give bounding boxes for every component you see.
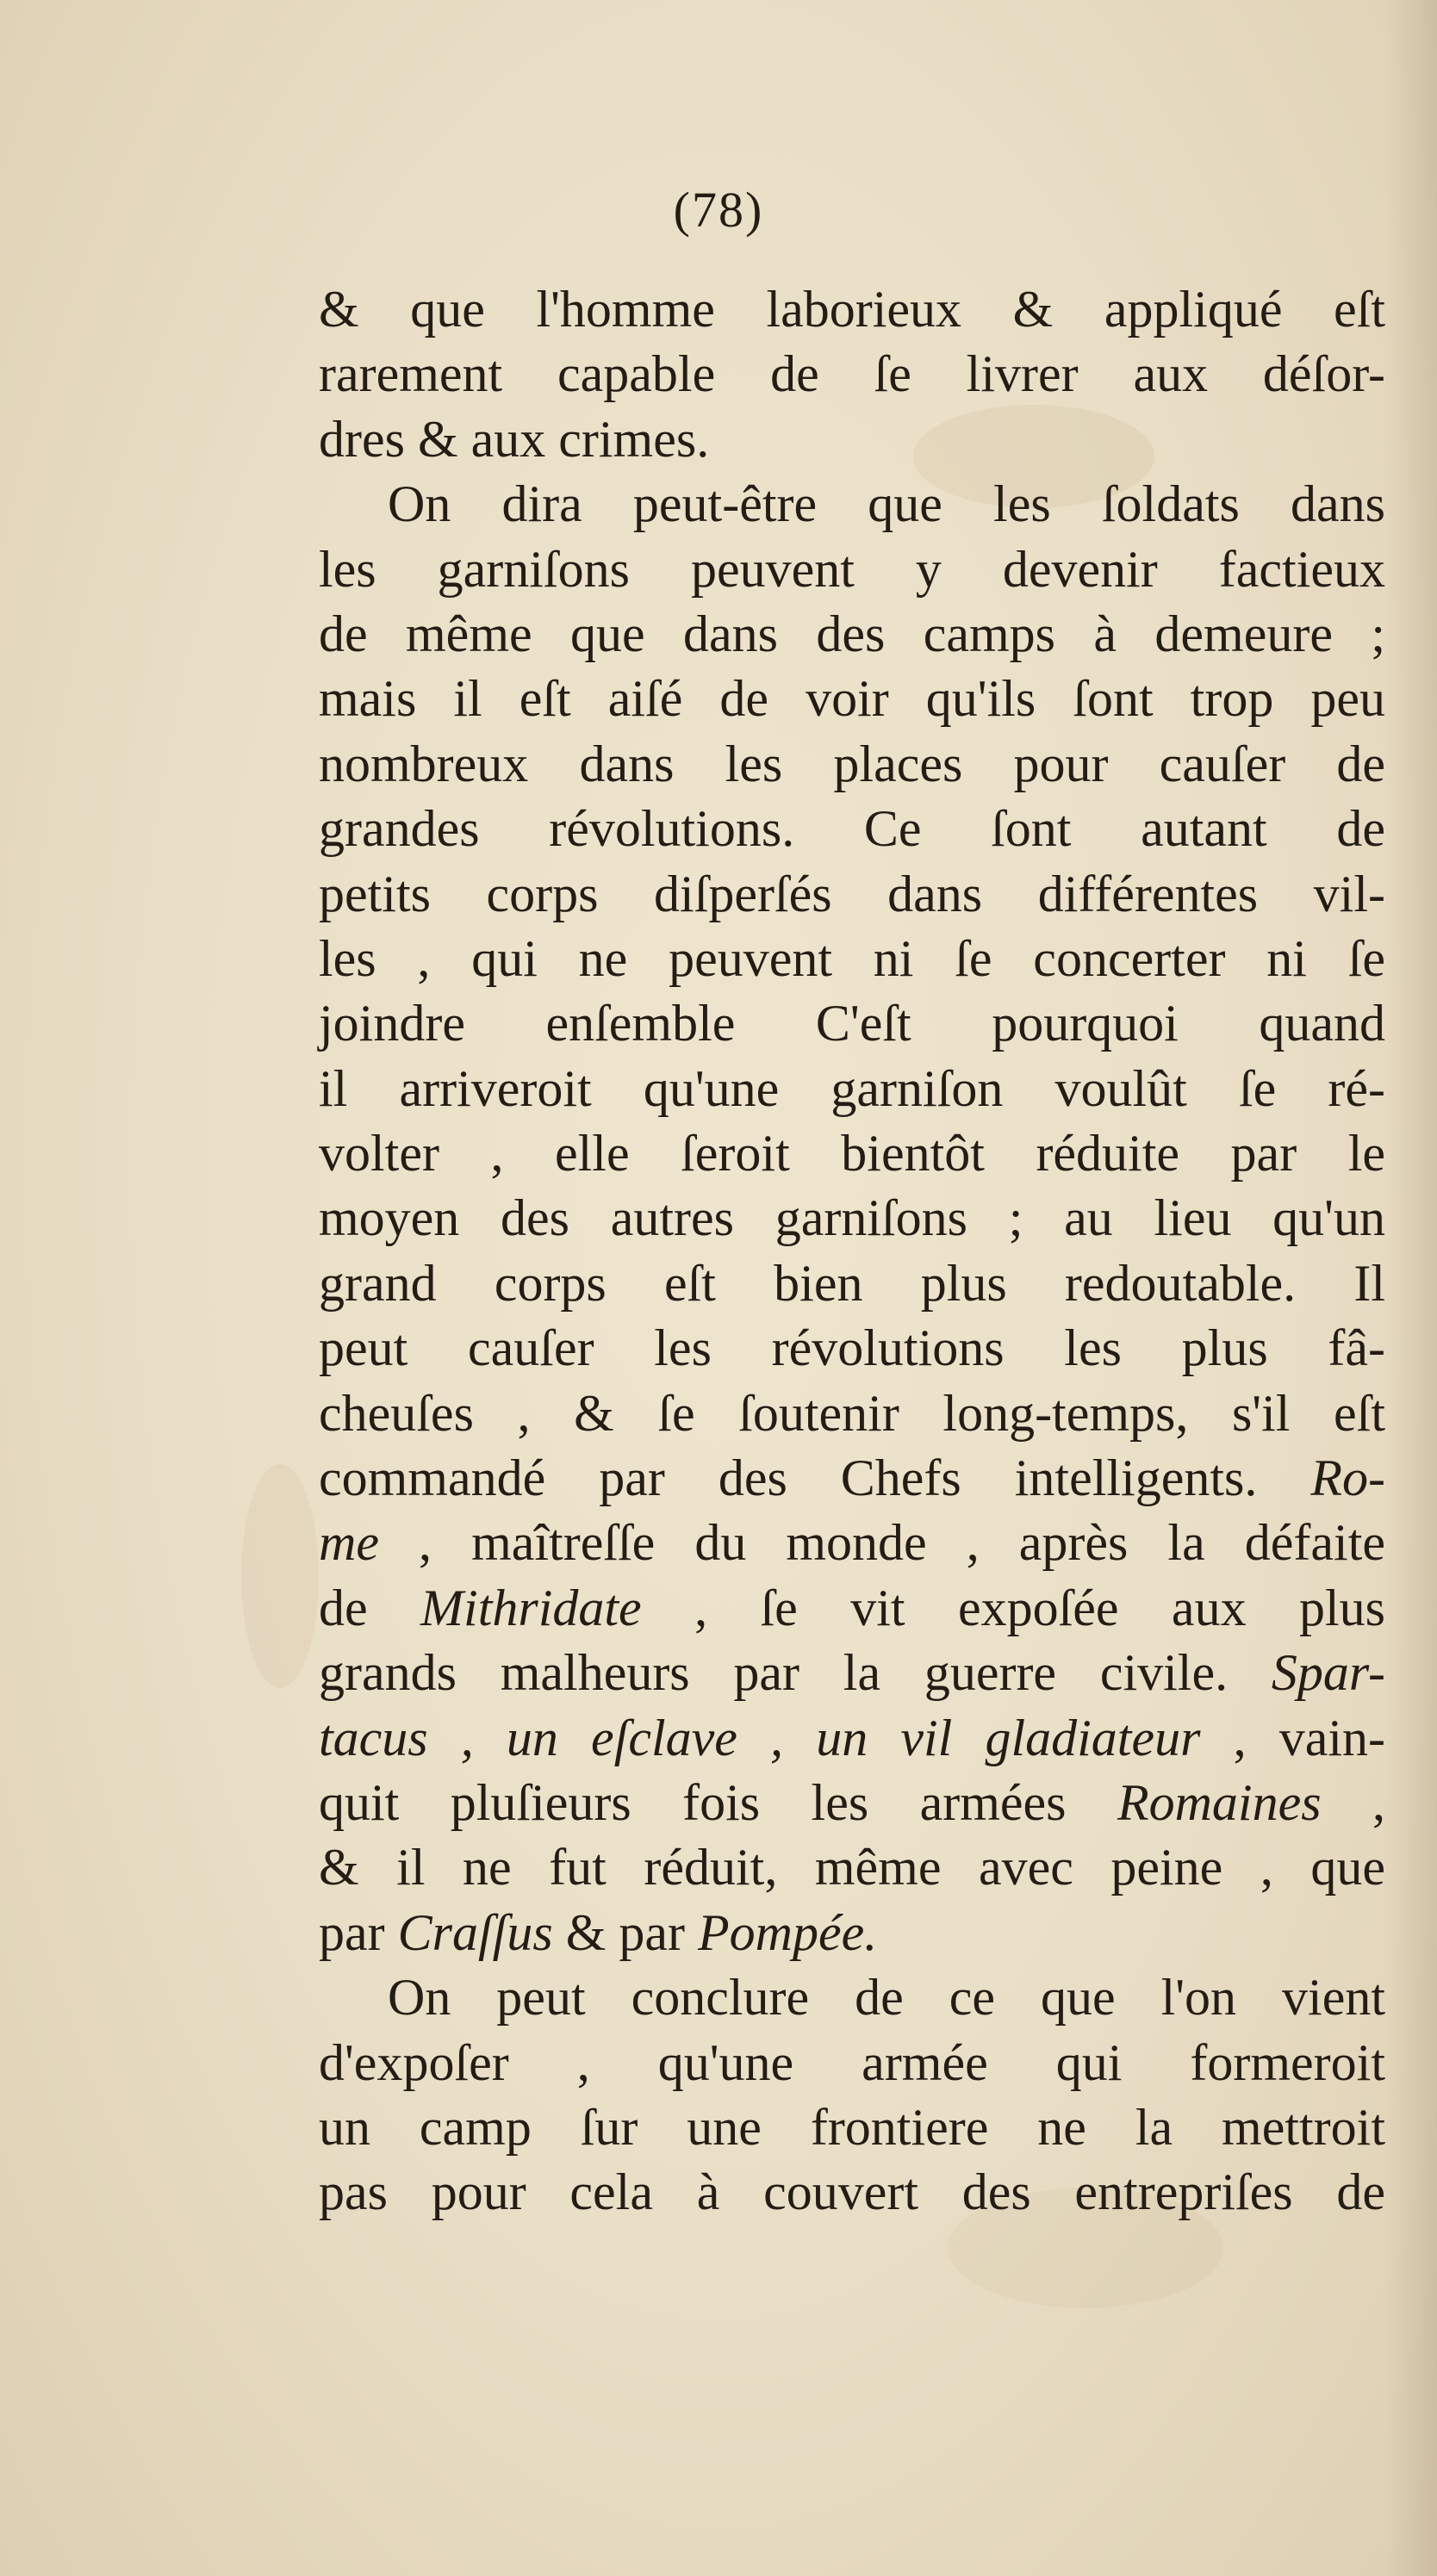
text-line xyxy=(319,1576,1385,1641)
italic-text: Romaines xyxy=(1117,1773,1322,1831)
text-segment: cheuſes , & ſe ſoutenir long-temps, s'il eſt xyxy=(319,1384,1385,1442)
text-line xyxy=(319,1771,1385,1835)
text-line xyxy=(319,2160,1385,2225)
text-line xyxy=(319,1251,1385,1316)
text-segment: mais il eſt aiſé de voir qu'ils ſont trop peu xyxy=(319,670,1385,728)
text-line xyxy=(319,1186,1385,1251)
text-line xyxy=(319,1706,1385,1771)
text-line xyxy=(319,1057,1385,1121)
text-segment: dres & aux crimes. xyxy=(319,410,710,468)
text-line xyxy=(319,927,1385,991)
italic-text: Craſſus xyxy=(397,1903,553,1961)
text-segment: de xyxy=(319,1579,421,1636)
text-line xyxy=(319,472,1385,537)
italic-text: Pompée. xyxy=(697,1903,878,1961)
text-segment: , xyxy=(1321,1773,1385,1831)
text-line xyxy=(319,602,1385,667)
text-segment: peut cauſer les révolutions les plus fâ- xyxy=(319,1319,1385,1377)
text-segment: , vain- xyxy=(1200,1709,1385,1766)
text-segment: nombreux dans les places pour cauſer de xyxy=(319,735,1385,792)
body-text xyxy=(319,277,1385,2225)
text-line xyxy=(319,1835,1385,1900)
text-segment: un camp ſur une frontiere ne la mettroit xyxy=(319,2098,1385,2156)
italic-text: me xyxy=(319,1514,379,1572)
text-line xyxy=(319,1901,1385,1965)
text-segment: volter , elle ſeroit bientôt réduite par le xyxy=(319,1125,1385,1182)
italic-text: Ro- xyxy=(1310,1449,1385,1507)
text-line xyxy=(319,1381,1385,1446)
paper-stain xyxy=(241,1464,319,1688)
text-segment: , ſe vit expoſée aux plus xyxy=(641,1579,1385,1636)
text-segment: d'expoſer , qu'une armée qui formeroit xyxy=(319,2033,1385,2091)
text-line xyxy=(319,342,1385,407)
italic-text: Spar- xyxy=(1271,1644,1385,1702)
text-segment: moyen des autres garniſons ; au lieu qu'un xyxy=(319,1189,1385,1247)
text-segment: joindre enſemble C'eſt pourquoi quand xyxy=(319,995,1385,1052)
text-line xyxy=(319,991,1385,1056)
text-segment: il arriveroit qu'une garniſon voulût ſe ré- xyxy=(319,1059,1385,1117)
text-line xyxy=(319,277,1385,342)
text-line xyxy=(319,407,1385,472)
text-segment: grand corps eſt bien plus redoutable. Il xyxy=(319,1254,1385,1312)
text-segment: quit pluſieurs fois les armées xyxy=(319,1773,1117,1831)
text-segment: pas pour cela à couvert des entrepriſes de xyxy=(319,2163,1385,2221)
text-segment: , maîtreſſe du monde , après la défaite xyxy=(378,1514,1385,1572)
text-segment: les , qui ne peuvent ni ſe concerter ni ſe xyxy=(319,929,1385,987)
text-segment: grands malheurs par la guerre civile. xyxy=(319,1644,1272,1702)
text-segment: petits corps diſperſés dans différentes vil- xyxy=(319,865,1385,922)
text-line xyxy=(319,1511,1385,1575)
italic-text: Mithridate xyxy=(420,1579,642,1636)
text-segment: & que l'homme laborieux & appliqué eſt xyxy=(319,281,1385,338)
text-segment: & par xyxy=(552,1903,698,1961)
text-line xyxy=(319,797,1385,861)
text-segment: commandé par des Chefs intelligents. xyxy=(319,1449,1311,1507)
text-line xyxy=(319,1965,1385,2030)
text-segment: On peut conclure de ce que l'on vient xyxy=(388,1969,1385,2027)
page-edge-shadow xyxy=(1385,0,1437,2576)
text-line xyxy=(319,732,1385,797)
text-line xyxy=(319,667,1385,731)
text-segment: par xyxy=(319,1903,398,1961)
text-segment: grandes révolutions. Ce ſont autant de xyxy=(319,800,1385,858)
page-number: (78) xyxy=(673,182,764,238)
text-segment: les garniſons peuvent y devenir factieux xyxy=(319,540,1385,598)
text-line xyxy=(319,1446,1385,1511)
text-line xyxy=(319,1121,1385,1186)
italic-text: tacus , un eſclave , un vil gladiateur xyxy=(319,1709,1201,1766)
text-line xyxy=(319,2031,1385,2095)
text-line xyxy=(319,1641,1385,1705)
text-segment: On dira peut-être que les ſoldats dans xyxy=(388,475,1385,533)
text-line xyxy=(319,2095,1385,2160)
text-line xyxy=(319,1316,1385,1381)
text-line xyxy=(319,862,1385,927)
text-segment: & il ne fut réduit, même avec peine , que xyxy=(319,1839,1385,1896)
text-segment: rarement capable de ſe livrer aux déſor- xyxy=(319,345,1385,403)
text-segment: de même que dans des camps à demeure ; xyxy=(319,605,1385,662)
text-line xyxy=(319,537,1385,602)
